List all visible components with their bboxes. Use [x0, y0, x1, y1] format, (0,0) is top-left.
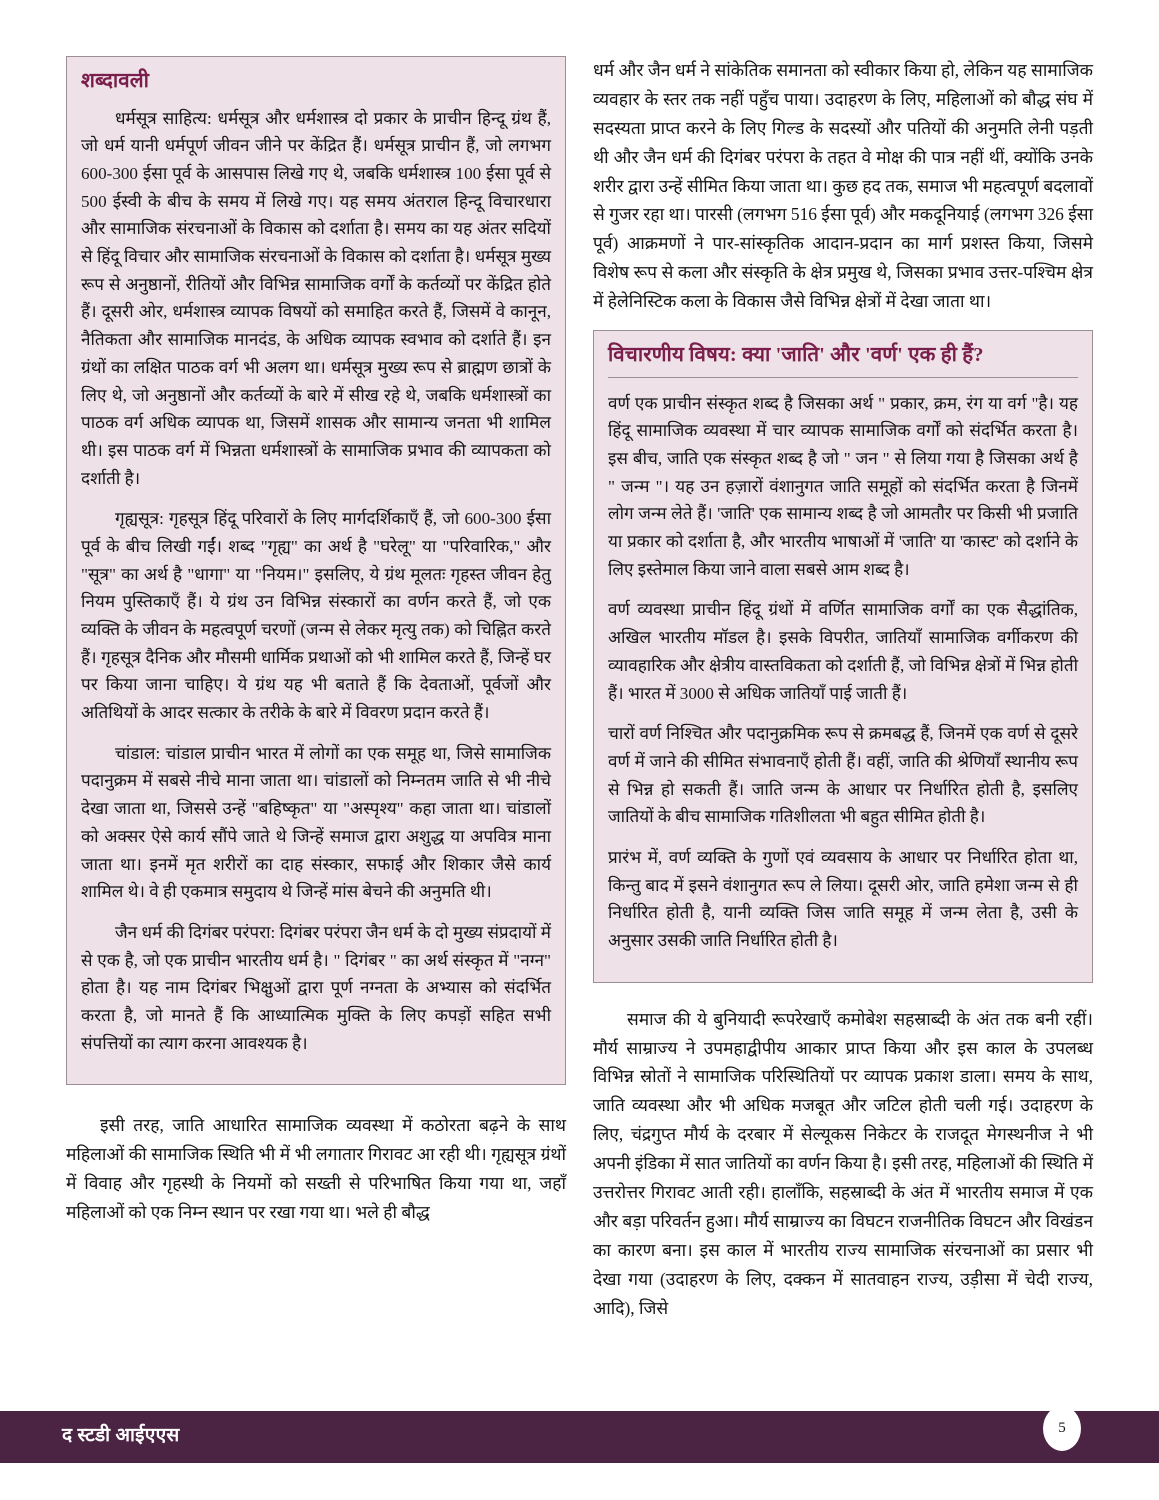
discussion-box-title: विचारणीय विषय: क्या 'जाति' और 'वर्ण' एक ही हैं? — [608, 343, 1078, 378]
glossary-paragraph-grihyasutra: गृह्यसूत्र: गृहसूत्र हिंदू परिवारों के लिए मार्गदर्शिकाएँ हैं, जो 600-300 ईसा पूर्व के बीच लिखी गईं। शब्द "गृह्य" का अर्थ है "घरेलू" या "परिवारिक," और "सूत्र" का अर्थ है "धागा" या "नियम।" इसलिए, ये ग्रंथ मूलतः गृहस्त जीवन हेतु नियम पुस्तिकाएँ हैं। ये ग्रंथ उन विभिन्न संस्कारों का वर्णन करते हैं, जो एक व्यक्ति के जीवन के महत्वपूर्ण चरणों (जन्म से लेकर मृत्यु तक) को चिह्नित करते हैं। गृहसूत्र दैनिक और मौसमी धार्मिक प्रथाओं को भी शामिल करते हैं, जिन्हें घर पर किया जाना चाहिए। ये ग्रंथ यह भी बताते हैं कि देवताओं, पूर्वजों और अतिथियों के आदर सत्कार के तरीके के बारे में विवरण प्रदान करते हैं। — [81, 509, 551, 723]
two-column-layout — [66, 56, 1093, 1386]
discussion-paragraph-3: चारों वर्ण निश्चित और पदानुक्रमिक रूप से क्रमबद्ध हैं, जिनमें एक वर्ण से दूसरे वर्ण में जाने की सीमित संभावनाएँ होती हैं। वहीं, जाति की श्रेणियाँ स्थानीय रूप से भिन्न हो सकती हैं। जाति जन्म के आधार पर निर्धारित होती है, इसलिए जातियों के बीच सामाजिक गतिशीलता भी बहुत सीमित होती है। — [608, 724, 1078, 827]
glossary-paragraph-dharmasutra: धर्मसूत्र साहित्य: धर्मसूत्र और धर्मशास्त्र दो प्रकार के प्राचीन हिन्दू ग्रंथ हैं, जो धर्म यानी धर्मपूर्ण जीवन जीने पर केंद्रित हैं। धर्मसूत्र प्राचीन हैं, जो लगभग 600-300 ईसा पूर्व के आसपास लिखे गए थे, जबकि धर्मशास्त्र 100 ईसा पूर्व से 500 ईस्वी के बीच के समय में लिखे गए। यह समय अंतराल हिन्दू विचारधारा और सामाजिक संरचनाओं के विकास को दर्शाता है। समय का यह अंतर सदियों से हिंदू विचार और सामाजिक संरचनाओं के विकास को दर्शाता है। धर्मसूत्र मुख्य रूप से अनुष्ठानों, रीतियों और विभिन्न सामाजिक वर्गों के कर्तव्यों पर केंद्रित होते हैं। दूसरी ओर, धर्मशास्त्र व्यापक विषयों को समाहित करते हैं, जिसमें वे कानून, नैतिकता और सामाजिक मानदंड, के अधिक व्यापक स्वभाव को दर्शाते हैं। इन ग्रंथों का लक्षित पाठक वर्ग भी अलग था। धर्मसूत्र मुख्य रूप से ब्राह्मण छात्रों के लिए थे, जो अनुष्ठानों और कर्तव्यों के बारे में सीख रहे थे, जबकि धर्मशास्त्रों का पाठक वर्ग अधिक व्यापक था, जिसमें शासक और सामान्य जनता भी शामिल थी। इस पाठक वर्ग में भिन्नता धर्मशास्त्रों के सामाजिक प्रभाव की व्यापकता को दर्शाती है। — [81, 108, 551, 488]
discussion-paragraph-1: वर्ण एक प्राचीन संस्कृत शब्द है जिसका अर्थ " प्रकार, क्रम, रंग या वर्ग "है। यह हिंदू सामाजिक व्यवस्था में चार व्यापक सामाजिक वर्गों को संदर्भित करता है। इस बीच, जाति एक संस्कृत शब्द है जो " जन " से लिया गया है जिसका अर्थ है " जन्म "। यह उन हज़ारों वंशानुगत जाति समूहों को संदर्भित करता है जिनमें लोग जन्म लेते हैं। 'जाति' एक सामान्य शब्द है जो आमतौर पर किसी भी प्रजाति या प्रकार को दर्शाता है, और भारतीय भाषाओं में 'जाति' या 'कास्ट' को दर्शाने के लिए इस्तेमाल किया जाने वाला सबसे आम शब्द है। — [608, 393, 1078, 579]
right-column — [593, 56, 1093, 1323]
left-column — [66, 56, 566, 1227]
right-column-top-paragraph: धर्म और जैन धर्म ने सांकेतिक समानता को स्वीकार किया हो, लेकिन यह सामाजिक व्यवहार के स्तर तक नहीं पहुँच पाया। उदाहरण के लिए, महिलाओं को बौद्ध संघ में सदस्यता प्राप्त करने के लिए गिल्ड के सदस्यों और पतियों की अनुमति लेनी पड़ती थी और जैन धर्म की दिगंबर परंपरा के तहत वे मोक्ष की पात्र नहीं थीं, क्योंकि उनके शरीर द्वारा उन्हें सीमित किया जाता था। कुछ हद तक, समाज भी महत्वपूर्ण बदलावों से गुजर रहा था। पारसी (लगभग 516 ईसा पूर्व) और मकदूनियाई (लगभग 326 ईसा पूर्व) आक्रमणों ने पार-सांस्कृतिक आदान-प्रदान का मार्ग प्रशस्त किया, जिसमे विशेष रूप से कला और संस्कृति के क्षेत्र प्रमुख थे, जिसका प्रभाव उत्तर-पश्चिम क्षेत्र में हेलेनिस्टिक कला के विकास जैसे विभिन्न क्षेत्रों में देखा जाता था। — [593, 60, 1093, 312]
discussion-paragraph-2: वर्ण व्यवस्था प्राचीन हिंदू ग्रंथों में वर्णित सामाजिक वर्गों का एक सैद्धांतिक, अखिल भारतीय मॉडल है। इसके विपरीत, जातियाँ सामाजिक वर्गीकरण की व्यावहारिक और क्षेत्रीय वास्तविकता को दर्शाती हैं, जो विभिन्न क्षेत्रों में भिन्न होती हैं। भारत में 3000 से अधिक जातियाँ पाई जाती हैं। — [608, 600, 1078, 703]
left-column-closing-paragraph: इसी तरह, जाति आधारित सामाजिक व्यवस्था में कठोरता बढ़ने के साथ महिलाओं की सामाजिक स्थिति भी में भी लगातार गिरावट आ रही थी। गृह्यसूत्र ग्रंथों में विवाह और गृहस्थी के नियमों को सख्ती से परिभाषित किया गया था, जहाँ महिलाओं को एक निम्न स्थान पर रखा गया था। भले ही बौद्ध — [66, 1115, 566, 1222]
discussion-paragraph-4: प्रारंभ में, वर्ण व्यक्ति के गुणों एवं व्यवसाय के आधार पर निर्धारित होता था, किन्तु बाद में इसने वंशानुगत रूप ले लिया। दूसरी ओर, जाति हमेशा जन्म से ही निर्धारित होती है, यानी व्यक्ति जिस जाति समूह में जन्म लेता है, उसी के अनुसार उसकी जाति निर्धारित होती है। — [608, 847, 1078, 951]
right-column-bottom-paragraph: समाज की ये बुनियादी रूपरेखाएँ कमोबेश सहस्राब्दी के अंत तक बनी रहीं। मौर्य साम्राज्य ने उपमहाद्वीपीय आकार प्राप्त किया और इस काल के उपलब्ध विभिन्न स्रोतों ने सामाजिक परिस्थितियों पर व्यापक प्रकाश डाला। समय के साथ, जाति व्यवस्था और भी अधिक मजबूत और जटिल होती चली गई। उदाहरण के लिए, चंद्रगुप्त मौर्य के दरबार में सेल्यूकस निकेटर के राजदूत मेगस्थनीज ने भी अपनी इंडिका में सात जातियों का वर्णन किया है। इसी तरह, महिलाओं की स्थिति में उत्तरोत्तर गिरावट आती रही। हालाँकि, सहस्राब्दी के अंत में भारतीय समाज में एक और बड़ा परिवर्तन हुआ। मौर्य साम्राज्य का विघटन राजनीतिक विघटन और विखंडन का कारण बना। इस काल में भारतीय राज्य सामाजिक संरचनाओं का प्रसार भी देखा गया (उदाहरण के लिए, दक्कन में सातवाहन राज्य, उड़ीसा में चेदी राज्य, आदि), जिसे — [593, 1008, 1093, 1318]
discussion-box — [593, 330, 1093, 983]
glossary-paragraph-digambar: जैन धर्म की दिगंबर परंपरा: दिगंबर परंपरा जैन धर्म के दो मुख्य संप्रदायों में से एक है, जो एक प्राचीन भारतीय धर्म है। " दिगंबर " का अर्थ संस्कृत में "नग्न" होता है। यह नाम दिगंबर भिक्षुओं द्वारा पूर्ण नग्नता के अभ्यास को संदर्भित करता है, जो मानते हैं कि आध्यात्मिक मुक्ति के लिए कपड़ों सहित सभी संपत्तियों का त्याग करना आवश्यक है। — [81, 922, 551, 1053]
glossary-box — [66, 56, 566, 1085]
glossary-paragraph-chandal: चांडाल: चांडाल प्राचीन भारत में लोगों का एक समूह था, जिसे सामाजिक पदानुक्रम में सबसे नीचे माना जाता था। चांडालों को निम्नतम जाति से भी नीचे देखा जाता था, जिससे उन्हें "बहिष्कृत" या "अस्पृश्य" कहा जाता था। चांडालों को अक्सर ऐसे कार्य सौंपे जाते थे जिन्हें समाज द्वारा अशुद्ध या अपवित्र माना जाता था। इनमें मृत शरीरों का दाह संस्कार, सफाई और शिकार जैसे कार्य शामिल थे। वे ही एकमात्र समुदाय थे जिन्हें मांस बेचने की अनुमति थी। — [81, 743, 551, 902]
glossary-box-title: शब्दावली — [81, 70, 150, 92]
footer-brand-label: द स्टडी आईएएस — [62, 1425, 180, 1446]
page-number-badge: 5 — [1043, 1406, 1081, 1451]
